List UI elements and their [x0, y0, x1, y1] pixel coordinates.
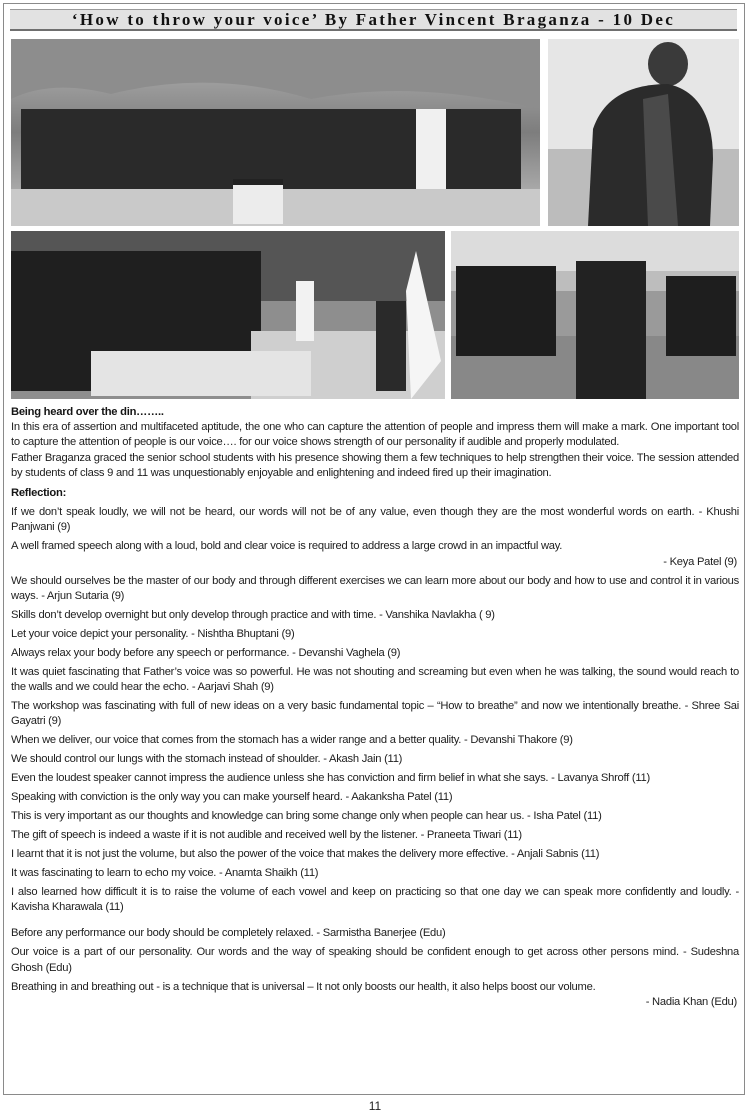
- quote-text: Speaking with conviction is the only way you can make yourself heard.: [11, 791, 343, 804]
- quote-text: Always relax your body before any speech or performance.: [11, 646, 290, 659]
- quote-author: - Aakanksha Patel (11): [345, 791, 453, 804]
- quote-author: - Sarmistha Banerjee (Edu): [316, 927, 446, 940]
- photo-image: [11, 231, 445, 399]
- quote-text: Even the loudest speaker cannot impress the audience unless she has conviction and firm belief in what she says.: [11, 772, 549, 785]
- quote-author: - Khushi Panjwani (9): [11, 506, 740, 534]
- page-number: 11: [368, 1099, 382, 1113]
- quote-item: [11, 733, 739, 748]
- photo-image: [451, 231, 739, 399]
- quote-item: [11, 646, 739, 661]
- intro-paragraph-2: Father Braganza graced the senior school students with his presence showing them a few techniques to help strengthen their voice. The session attended by students of class 9 and 11 was unquestionably enjoyable and enlightening and indeed fired up their imagination.: [11, 451, 739, 479]
- quote-text: It was fascinating to learn to echo my voice.: [11, 867, 217, 880]
- quote-item: [11, 809, 739, 824]
- quote-text: The gift of speech is indeed a waste if it is not audible and received well by the listener.: [11, 829, 418, 842]
- quote-author: - Devanshi Vaghela (9): [292, 646, 401, 659]
- quote-author: - Arjun Sutaria (9): [41, 589, 125, 602]
- quote-item: [11, 885, 739, 915]
- quote-item: [11, 945, 739, 975]
- quote-item: [11, 627, 739, 642]
- quote-text: I learnt that it is not just the volume, but also the power of the voice that makes the delivery more effective.: [11, 848, 509, 861]
- quote-text: This is very important as our thoughts and knowledge can bring some change only when people can hear us.: [11, 810, 525, 823]
- photo-image: [548, 39, 739, 226]
- page-title: ‘How to throw your voice’ By Father Vincent Braganza - 10 Dec: [71, 10, 676, 29]
- intro-heading: Being heard over the din……..: [11, 406, 164, 418]
- title-banner: [10, 9, 737, 31]
- quote-author: - Praneeta Tiwari (11): [420, 829, 522, 842]
- quote-item: [11, 665, 739, 695]
- quote-text: Skills don’t develop overnight but only develop through practice and with time.: [11, 608, 377, 621]
- quote-author: - Nadia Khan (Edu): [645, 995, 737, 1008]
- quote-item: [11, 771, 739, 786]
- quote-text: Our voice is a part of our personality. Our words and the way of speaking should be confident enough to get across other persons mind.: [11, 946, 679, 959]
- quote-author: - Anjali Sabnis (11): [511, 848, 600, 861]
- quote-author: - Anamta Shaikh (11): [219, 867, 319, 880]
- photo-students-flipchart: [11, 231, 445, 399]
- quote-item: [11, 847, 739, 862]
- quote-item: [11, 926, 739, 941]
- quote-text: We should control our lungs with the stomach instead of shoulder.: [11, 753, 321, 766]
- quote-item: [11, 752, 739, 767]
- quote-text: A well framed speech along with a loud, bold and clear voice is required to address a large crowd in an impactful way.: [11, 540, 563, 553]
- quote-item: [11, 699, 739, 729]
- quote-item: [11, 980, 739, 1010]
- quote-item: [11, 574, 739, 604]
- photo-father-braganza: [548, 39, 739, 226]
- quote-author: - Aarjavi Shah (9): [191, 681, 274, 694]
- reflection-heading: Reflection:: [11, 487, 67, 500]
- educator-quotes: [11, 926, 739, 1010]
- photo-students-exercise: [11, 39, 540, 226]
- article-body: [11, 405, 739, 1014]
- quote-author: - Kavisha Kharawala (11): [11, 886, 740, 914]
- quote-text: We should ourselves be the master of our body and through different exercises we can learn more about our body and how to use and control it in various ways.: [11, 574, 739, 602]
- intro-paragraph-1: In this era of assertion and multifaceted aptitude, the one who can capture the attention of people and impress them will make a mark. One important tool to capture the attention of people is our voice…. for our voice shows strength of our personality if audible and properly modulated.: [11, 421, 739, 449]
- quote-text: It was quiet fascinating that Father’s voice was so powerful. He was not shouting and screaming but even when he was talking, the sound would reach to the walls and we could hear the echo.: [11, 665, 739, 694]
- quote-author: - Lavanya Shroff (11): [551, 772, 650, 785]
- quote-item: [11, 505, 739, 535]
- quote-author: - Nishtha Bhuptani (9): [191, 627, 295, 640]
- quote-author: - Isha Patel (11): [527, 810, 602, 823]
- quote-text: If we don’t speak loudly, we will not be heard, our words will not be of any value, even though they are the most wonderful words on earth.: [11, 506, 695, 519]
- quote-author: - Devanshi Thakore (9): [464, 734, 573, 747]
- quote-item: [11, 828, 739, 843]
- quote-author: - Akash Jain (11): [323, 753, 403, 766]
- photo-image: [11, 39, 540, 226]
- reflection-quotes: [11, 505, 739, 915]
- quote-item: [11, 866, 739, 881]
- quote-text: Before any performance our body should be completely relaxed.: [11, 927, 314, 940]
- quote-author: - Sudeshna Ghosh (Edu): [11, 946, 739, 974]
- quote-text: The workshop was fascinating with full of new ideas on a very basic fundamental topic – “How to breathe” and now we intentionally breathe.: [11, 700, 682, 713]
- quote-item: [11, 790, 739, 805]
- quote-author: - Keya Patel (9): [663, 555, 737, 568]
- quote-author: - Shree Sai Gayatri (9): [11, 700, 740, 728]
- quote-text: Let your voice depict your personality.: [11, 627, 189, 640]
- quote-text: When we deliver, our voice that comes from the stomach has a wider range and a better quality.: [11, 734, 462, 747]
- quote-author: - Vanshika Navlakha ( 9): [379, 608, 495, 621]
- quote-text: I also learned how difficult it is to raise the volume of each vowel and keep on practicing so that one day we can speak more confidently and loudly.: [11, 886, 732, 899]
- quote-item: [11, 608, 739, 623]
- photo-demonstration-lawn: [451, 231, 739, 399]
- quote-text: Breathing in and breathing out - is a technique that is universal – It not only boosts our health, it also helps boost our volume.: [11, 980, 596, 993]
- quote-item: [11, 539, 739, 569]
